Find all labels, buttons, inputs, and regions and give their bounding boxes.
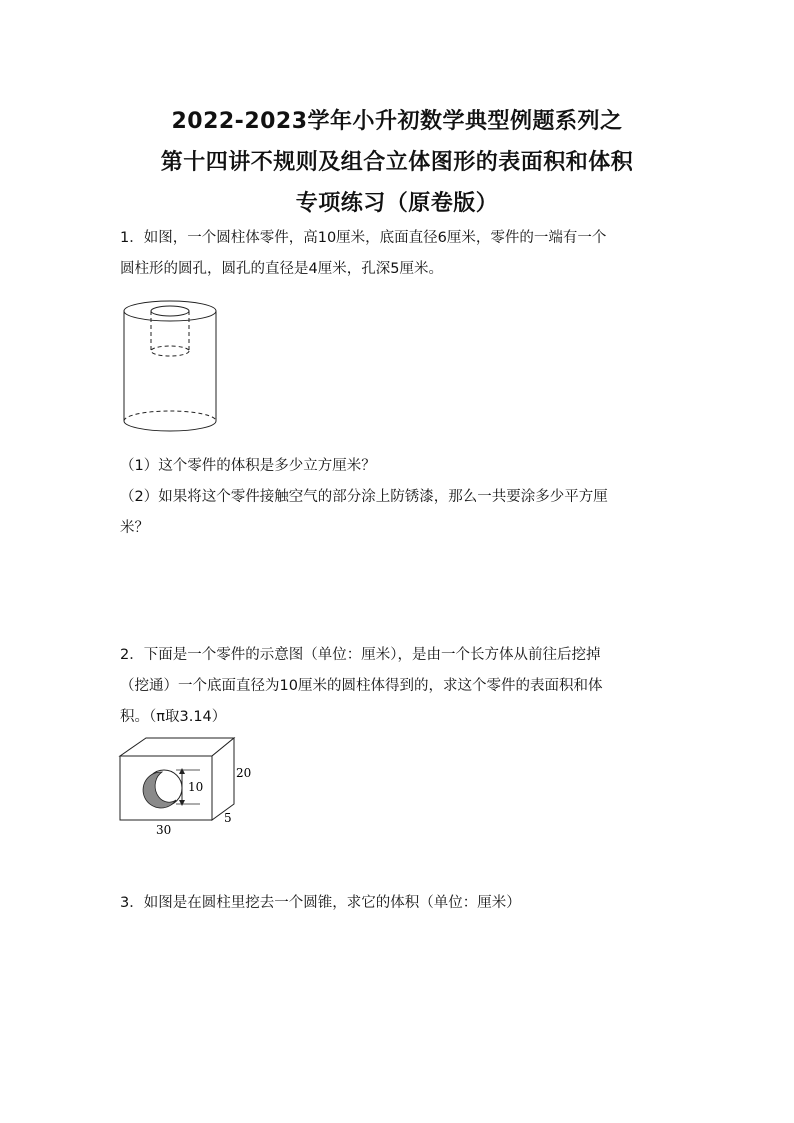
question-1-line-1: 1．如图，一个圆柱体零件，高10厘米，底面直径6厘米，零件的一端有一个 <box>120 230 607 246</box>
label-height: 20 <box>236 766 252 780</box>
question-1-line-2: 圆柱形的圆孔，圆孔的直径是4厘米，孔深5厘米。 <box>120 261 443 277</box>
cylinder-with-hole-figure <box>118 296 222 440</box>
title-line-2: 第十四讲不规则及组合立体图形的表面积和体积 <box>160 150 634 175</box>
question-2-line-2: （挖通）一个底面直径为10厘米的圆柱体得到的，求这个零件的表面积和体 <box>120 678 603 694</box>
question-3-line-1: 3．如图是在圆柱里挖去一个圆锥，求它的体积（单位：厘米） <box>120 895 521 911</box>
cylinder-bottom-back <box>124 411 216 421</box>
question-1-sub-2: （2）如果将这个零件接触空气的部分涂上防锈漆，那么一共要涂多少平方厘 <box>120 489 608 505</box>
label-length: 30 <box>156 823 172 837</box>
cylinder-bottom-front <box>124 421 216 431</box>
title-line-3: 专项练习（原卷版） <box>295 191 499 216</box>
question-2-line-1: 2．下面是一个零件的示意图（单位：厘米），是由一个长方体从前往后挖掉 <box>120 647 601 663</box>
label-hole-diameter: 10 <box>188 780 204 794</box>
title-line-1: 2022-2023学年小升初数学典型例题系列之 <box>171 109 623 134</box>
hole-top-ellipse <box>151 306 189 316</box>
question-1-sub-1: （1）这个零件的体积是多少立方厘米？ <box>120 458 376 474</box>
question-1-sub-2-cont: 米？ <box>120 520 149 536</box>
cuboid-with-cylinder-hole-figure <box>116 732 266 840</box>
label-depth: 5 <box>224 811 232 825</box>
hole-bottom-ellipse <box>151 346 189 356</box>
question-2-line-3: 积。（π取3.14） <box>120 709 227 725</box>
cylinder-top-ellipse <box>124 301 216 321</box>
